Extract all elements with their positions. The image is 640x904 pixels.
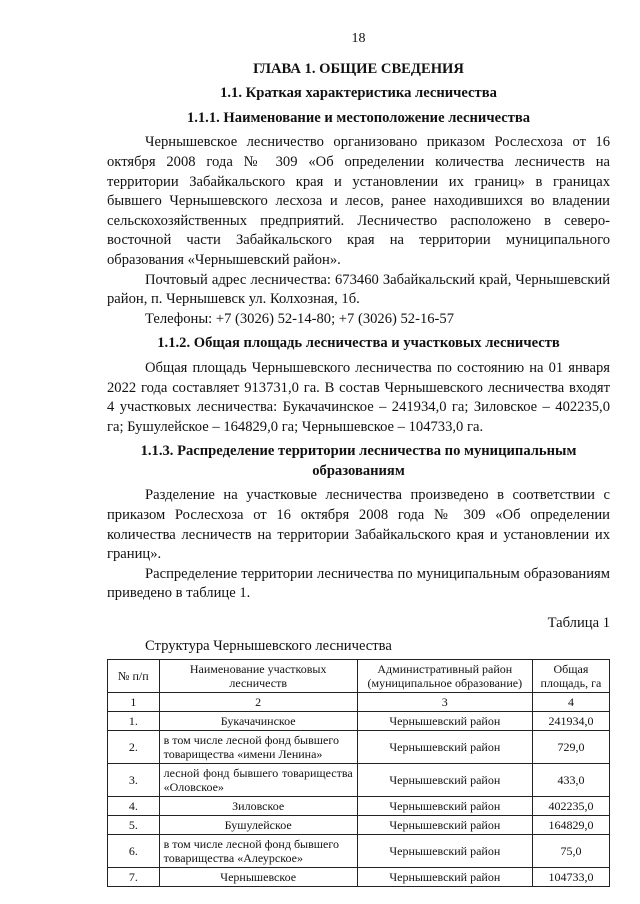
section-title: 1.1. Краткая характеристика лесничества	[220, 85, 497, 102]
row-name: Чернышевское	[159, 868, 357, 887]
paragraph-postal-address: Почтовый адрес лесничества: 673460 Забайкальский край, Чернышевский район, п. Чернышевск ул. Колхозная, 1б.	[107, 271, 610, 308]
table-column-numbers-row	[108, 693, 610, 712]
row-area: 402235,0	[532, 797, 609, 816]
row-name: лесной фонд бывшего товарищества «Оловское»	[159, 764, 357, 797]
row-name: в том числе лесной фонд бывшего товарищества «Алеурское»	[159, 835, 357, 868]
row-name: Бушулейское	[159, 816, 357, 835]
column-number: 2	[159, 693, 357, 712]
subsection-title-1-1-1: 1.1.1. Наименование и местоположение лесничества	[186, 109, 531, 126]
subsection-title-1-1-2: 1.1.2. Общая площадь лесничества и участковых лесничеств	[157, 335, 560, 352]
row-district: Чернышевский район	[357, 731, 532, 764]
paragraph-distribution: Распределение территории лесничества по муниципальным образованиям приведено в таблице 1.	[107, 565, 610, 602]
table-row	[108, 797, 610, 816]
row-district: Чернышевский район	[357, 868, 532, 887]
row-area: 75,0	[532, 835, 609, 868]
chapter-title: ГЛАВА 1. ОБЩИЕ СВЕДЕНИЯ	[253, 60, 464, 77]
column-number: 4	[532, 693, 609, 712]
row-number: 3.	[108, 764, 160, 797]
column-number: 1	[108, 693, 160, 712]
row-name: в том числе лесной фонд бывшего товарищества «имени Ленина»	[159, 731, 357, 764]
forestry-structure-table	[107, 659, 610, 887]
header-name: Наименование участковых лесничеств	[159, 660, 357, 693]
page-number: 18	[351, 31, 366, 46]
row-district: Чернышевский район	[357, 797, 532, 816]
row-number: 2.	[108, 731, 160, 764]
row-number: 7.	[108, 868, 160, 887]
row-district: Чернышевский район	[357, 712, 532, 731]
paragraph-division: Разделение на участковые лесничества произведено в соответствии с приказом Рослесхоза от 16 октября 2008 года № 309 «Об определении количества лесничеств на территории Забайкальского края и установлении их границ».	[107, 487, 610, 563]
row-number: 5.	[108, 816, 160, 835]
row-number: 1.	[108, 712, 160, 731]
table-row	[108, 712, 610, 731]
row-number: 6.	[108, 835, 160, 868]
row-area: 729,0	[532, 731, 609, 764]
row-name: Зиловское	[159, 797, 357, 816]
table-row	[108, 816, 610, 835]
table-label: Таблица 1	[547, 615, 610, 632]
table-header-row	[108, 660, 610, 693]
paragraph-organization: Чернышевское лесничество организовано приказом Рослесхоза от 16 октября 2008 года № 309 «Об определении количества лесничеств на территории Забайкальского края и установлении их границ» в границах бывшего Чернышевского лесхоза и лесов, ранее находившихся во владении сельскохозяйственных предприятий. Лесничество расположено в северо-восточной части Забайкальского края на территории муниципального образования «Чернышевский район».	[107, 134, 610, 268]
row-area: 104733,0	[532, 868, 609, 887]
row-name: Букачачинское	[159, 712, 357, 731]
table-row	[108, 731, 610, 764]
header-district: Административный район (муниципальное образование)	[357, 660, 532, 693]
row-area: 164829,0	[532, 816, 609, 835]
table-caption: Структура Чернышевского лесничества	[145, 637, 392, 654]
row-area: 433,0	[532, 764, 609, 797]
row-number: 4.	[108, 797, 160, 816]
paragraph-phones: Телефоны: +7 (3026) 52-14-80; +7 (3026) 52-16-57	[145, 310, 455, 327]
row-area: 241934,0	[532, 712, 609, 731]
row-district: Чернышевский район	[357, 816, 532, 835]
row-district: Чернышевский район	[357, 835, 532, 868]
header-area: Общая площадь, га	[532, 660, 609, 693]
table-row	[108, 868, 610, 887]
paragraph-total-area: Общая площадь Чернышевского лесничества по состоянию на 01 января 2022 года составляет 913731,0 га. В состав Чернышевского лесничества входят 4 участковых лесничества: Букачачинское – 241934,0 га; Зиловское – 402235,0 га; Бушулейское – 164829,0 га; Чернышевское – 104733,0 га.	[107, 359, 610, 435]
row-district: Чернышевский район	[357, 764, 532, 797]
table-row	[108, 764, 610, 797]
table-row	[108, 835, 610, 868]
column-number: 3	[357, 693, 532, 712]
subsection-title-1-1-3: 1.1.3. Распределение территории лесничества по муниципальным образованиям	[140, 443, 577, 479]
header-number: № п/п	[108, 660, 160, 693]
